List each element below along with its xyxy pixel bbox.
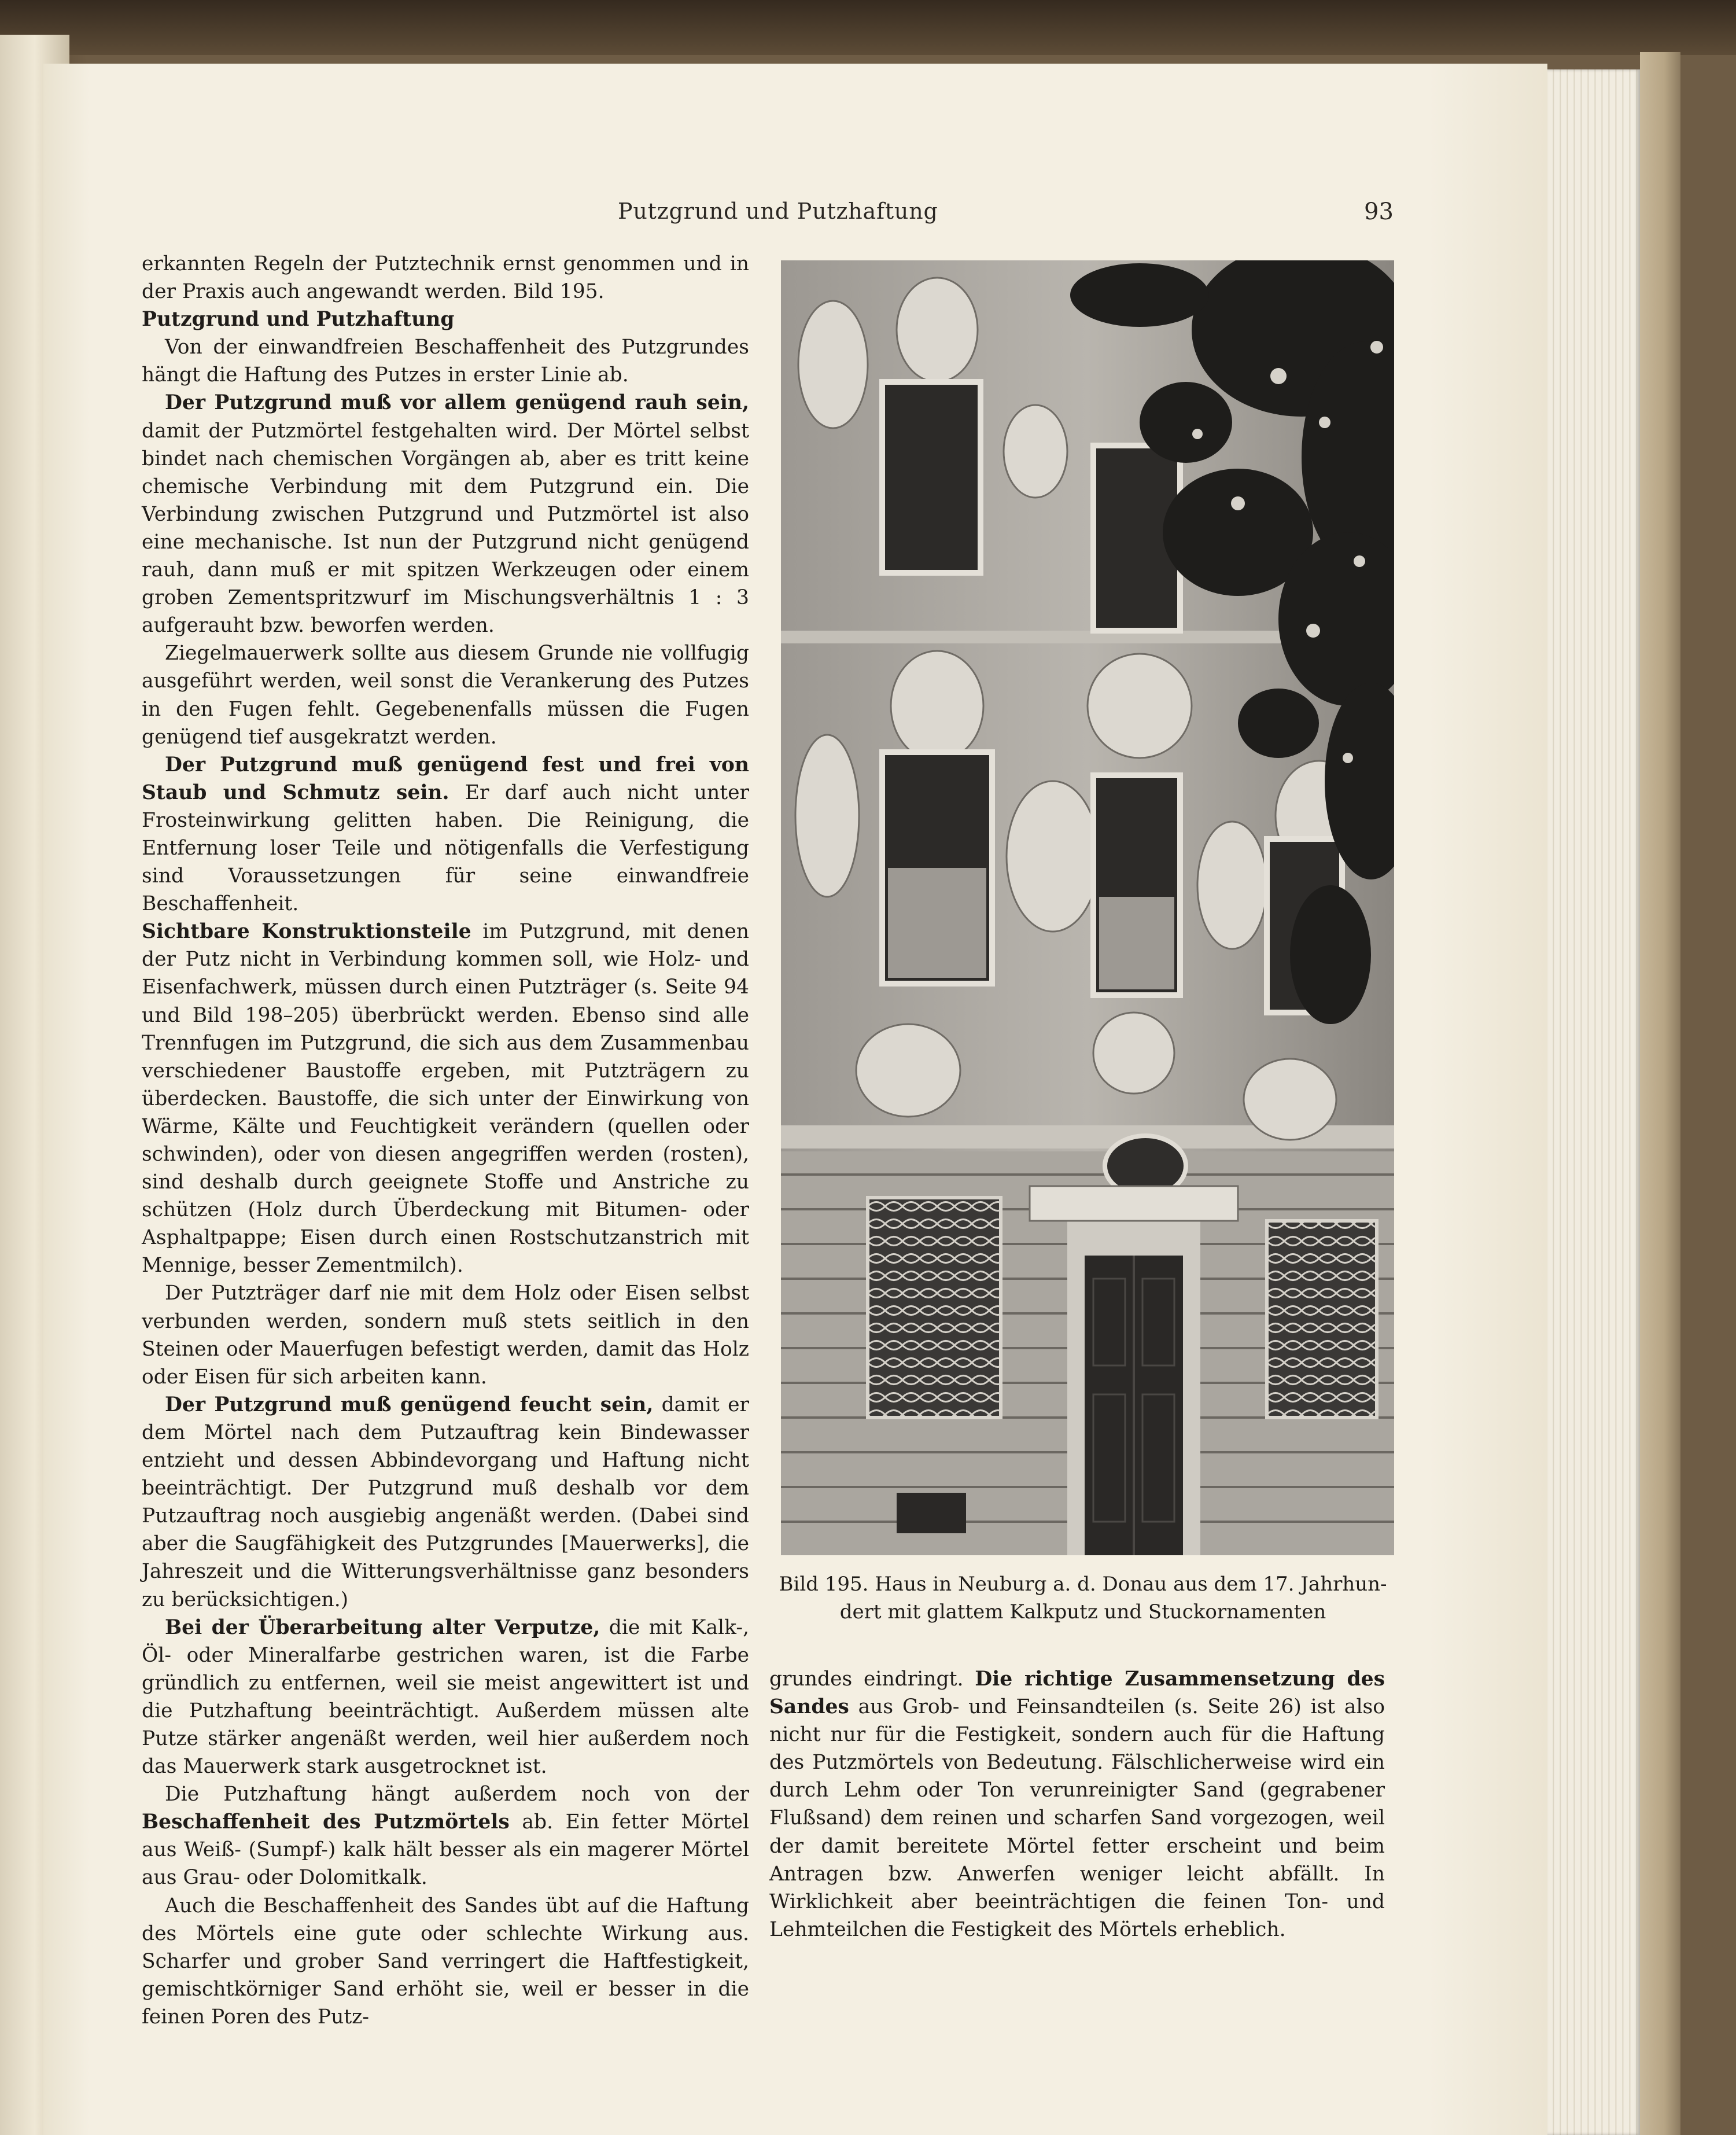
paragraph xyxy=(142,333,749,389)
book-cover-edge xyxy=(1640,52,1680,2135)
paragraph xyxy=(769,1665,1385,1943)
paragraph xyxy=(142,1780,749,1891)
text-run: damit der Putzmörtel festgehalten wird. Der Mörtel selbst bindet nach chemischen Vorgängen ab, aber es tritt keine chemische Verbindung mit dem Putzgrund ein. Die Verbindung zwischen Putzgrund und Putzmörtel ist also eine mechanische. Ist nun der Putzgrund nicht genügend rauh, dann muß er mit spitzen Werkzeugen oder einem groben Zementspritzwurf im Mischungsverhältnis 1 : 3 aufgerauht bzw. beworfen werden. xyxy=(142,419,749,638)
paragraph xyxy=(142,1892,749,2031)
text-run: ab. Ein fetter Mörtel aus Weiß- (Sumpf-) kalk hält besser als ein magerer Mörtel aus Grau- oder Dolomitkalk. xyxy=(142,1810,749,1890)
paragraph xyxy=(142,1391,749,1614)
bold-lead-phrase: Der Putzgrund muß vor allem genügend rauh sein, xyxy=(165,391,749,415)
paragraph xyxy=(142,389,749,639)
text-run: grundes eindringt. xyxy=(769,1667,975,1691)
grilled-window-right xyxy=(1267,1221,1377,1418)
text-run: erkannten Regeln der Putztechnik ernst genommen und in der Praxis auch angewandt werden. Bild 195. xyxy=(142,252,749,304)
door-pediment xyxy=(1030,1186,1238,1221)
paragraph xyxy=(142,250,749,305)
text-run: Von der einwandfreien Beschaffenheit des Putzgrundes hängt die Haftung des Putzes in erster Linie ab. xyxy=(142,336,749,387)
text-column-left xyxy=(142,250,749,2031)
page-stack-edge xyxy=(1547,69,1640,2135)
caption-line-2: dert mit glattem Kalkputz und Stuckornamenten xyxy=(839,1600,1326,1624)
text-run: Er darf auch nicht unter Frosteinwirkung gelitten haben. Die Reinigung, die Entfernung loser Teile und nötigenfalls die Verfestigung sind Voraussetzungen für seine einwandfreie Beschaffenheit. xyxy=(142,781,749,916)
text-column-right xyxy=(769,1665,1385,1943)
page-number: 93 xyxy=(1364,198,1394,225)
paragraph xyxy=(142,1614,749,1781)
text-run: aus Grob- und Feinsandteilen (s. Seite 26) ist also nicht nur für die Festigkeit, sondern auch für die Haftung des Putzmörtels von Bedeutung. Fälschlicherweise wird ein durch Lehm oder Ton verunreinigter Sand (gegrabener Flußsand) dem reinen und scharfen Sand vorgezogen, weil der damit bereitete Mörtel fetter erscheint und beim Antragen bzw. Anwerfen weniger leicht abfällt. In Wirklichkeit aber beeinträchtigen die feinen Ton- und Lehmteilchen die Festigkeit des Mörtels erheblich. xyxy=(769,1695,1385,1941)
paragraph xyxy=(142,751,749,918)
paragraph xyxy=(142,1279,749,1390)
paragraph xyxy=(142,918,749,1279)
building-facade-photo xyxy=(781,260,1394,1555)
book-binding-top xyxy=(0,0,1736,55)
bold-lead-phrase: Der Putzgrund muß genügend fest und frei von Staub und Schmutz sein. xyxy=(142,753,749,804)
bold-lead-phrase: Bei der Überarbeitung alter Verputze, xyxy=(165,1615,600,1639)
bold-lead-phrase: Sichtbare Konstruktionsteile xyxy=(142,920,471,944)
caption-line-1: Bild 195. Haus in Neuburg a. d. Donau aus dem 17. Jahrhun- xyxy=(779,1573,1387,1596)
bold-lead-phrase: Putzgrund und Putzhaftung xyxy=(142,308,455,332)
text-run: Der Putzträger darf nie mit dem Holz oder Eisen selbst verbunden werden, sondern muß stets seitlich in den Steinen oder Mauerfugen befestigt werden, damit das Holz oder Eisen für sich arbeiten kann. xyxy=(142,1282,749,1389)
text-run: die mit Kalk-, Öl- oder Mineralfarbe gestrichen waren, ist die Farbe gründlich zu entfernen, weil sie meist angewittert ist und die Putzhaftung beeinträchtigt. Außerdem müssen alte Putze stärker angenäßt werden, weil hier außerdem noch das Mauerwerk stark ausgetrocknet ist. xyxy=(142,1615,749,1779)
bold-lead-phrase: Beschaffenheit des Putzmörtels xyxy=(142,1810,510,1834)
bold-lead-phrase: Die richtige Zusammensetzung des Sandes xyxy=(769,1667,1385,1719)
figure-caption xyxy=(771,1570,1395,1626)
paragraph xyxy=(142,639,749,750)
text-run: damit er dem Mörtel nach dem Putzauftrag kein Bindewasser entzieht und dessen Abbindevorgang und Haftung nicht beeinträchtigt. Der Putzgrund muß deshalb vor dem Putzauftrag noch ausgiebig angenäßt werden. (Dabei sind aber die Saugfähigkeit des Putzgrundes [Mauerwerks], die Jahreszeit und die Witterungsverhältnisse ganz besonders zu berücksichtigen.) xyxy=(142,1393,749,1611)
running-head: Putzgrund und Putzhaftung xyxy=(618,198,938,224)
text-run: Auch die Beschaffenheit des Sandes übt auf die Haftung des Mörtels eine gute oder schlechte Wirkung aus. Scharfer und grober Sand verringert die Haftfestigkeit, gemischtkörniger Sand erhöht sie, weil er besser in die feinen Poren des Putz- xyxy=(142,1894,749,2029)
paragraph xyxy=(142,305,749,333)
text-run: Ziegelmauerwerk sollte aus diesem Grunde nie vollfugig ausgeführt werden, weil sonst die Verankerung des Putzes in den Fugen fehlt. Gegebenenfalls müssen die Fugen genügend tief ausgekratzt werden. xyxy=(142,642,749,749)
basement-vent xyxy=(897,1493,966,1533)
figure-photo xyxy=(781,260,1394,1555)
text-run: im Putzgrund, mit denen der Putz nicht in Verbindung kommen soll, wie Holz- und Eisenfachwerk, müssen durch einen Putzträger (s. Seite 94 und Bild 198–205) überbrückt werden. Ebenso sind alle Trennfugen im Putzgrund, die sich aus dem Zusammenbau verschiedener Baustoffe ergeben, mit Putzträgern zu überdecken. Baustoffe, die sich unter der Einwirkung von Wärme, Kälte und Feuchtigkeit verändern (quellen oder schwinden), oder von diesen angegriffen werden (rosten), sind deshalb durch geeignete Stoffe und Anstriche zu schützen (Holz durch Überdeckung mit Bitumen- oder Asphaltpappe; Eisen durch einen Rostschutzanstrich mit Mennige, besser Zementmilch). xyxy=(142,920,749,1278)
grilled-window-left xyxy=(868,1198,1001,1418)
text-run: Die Putzhaftung hängt außerdem noch von der xyxy=(165,1783,749,1806)
bold-lead-phrase: Der Putzgrund muß genügend feucht sein, xyxy=(165,1393,654,1416)
